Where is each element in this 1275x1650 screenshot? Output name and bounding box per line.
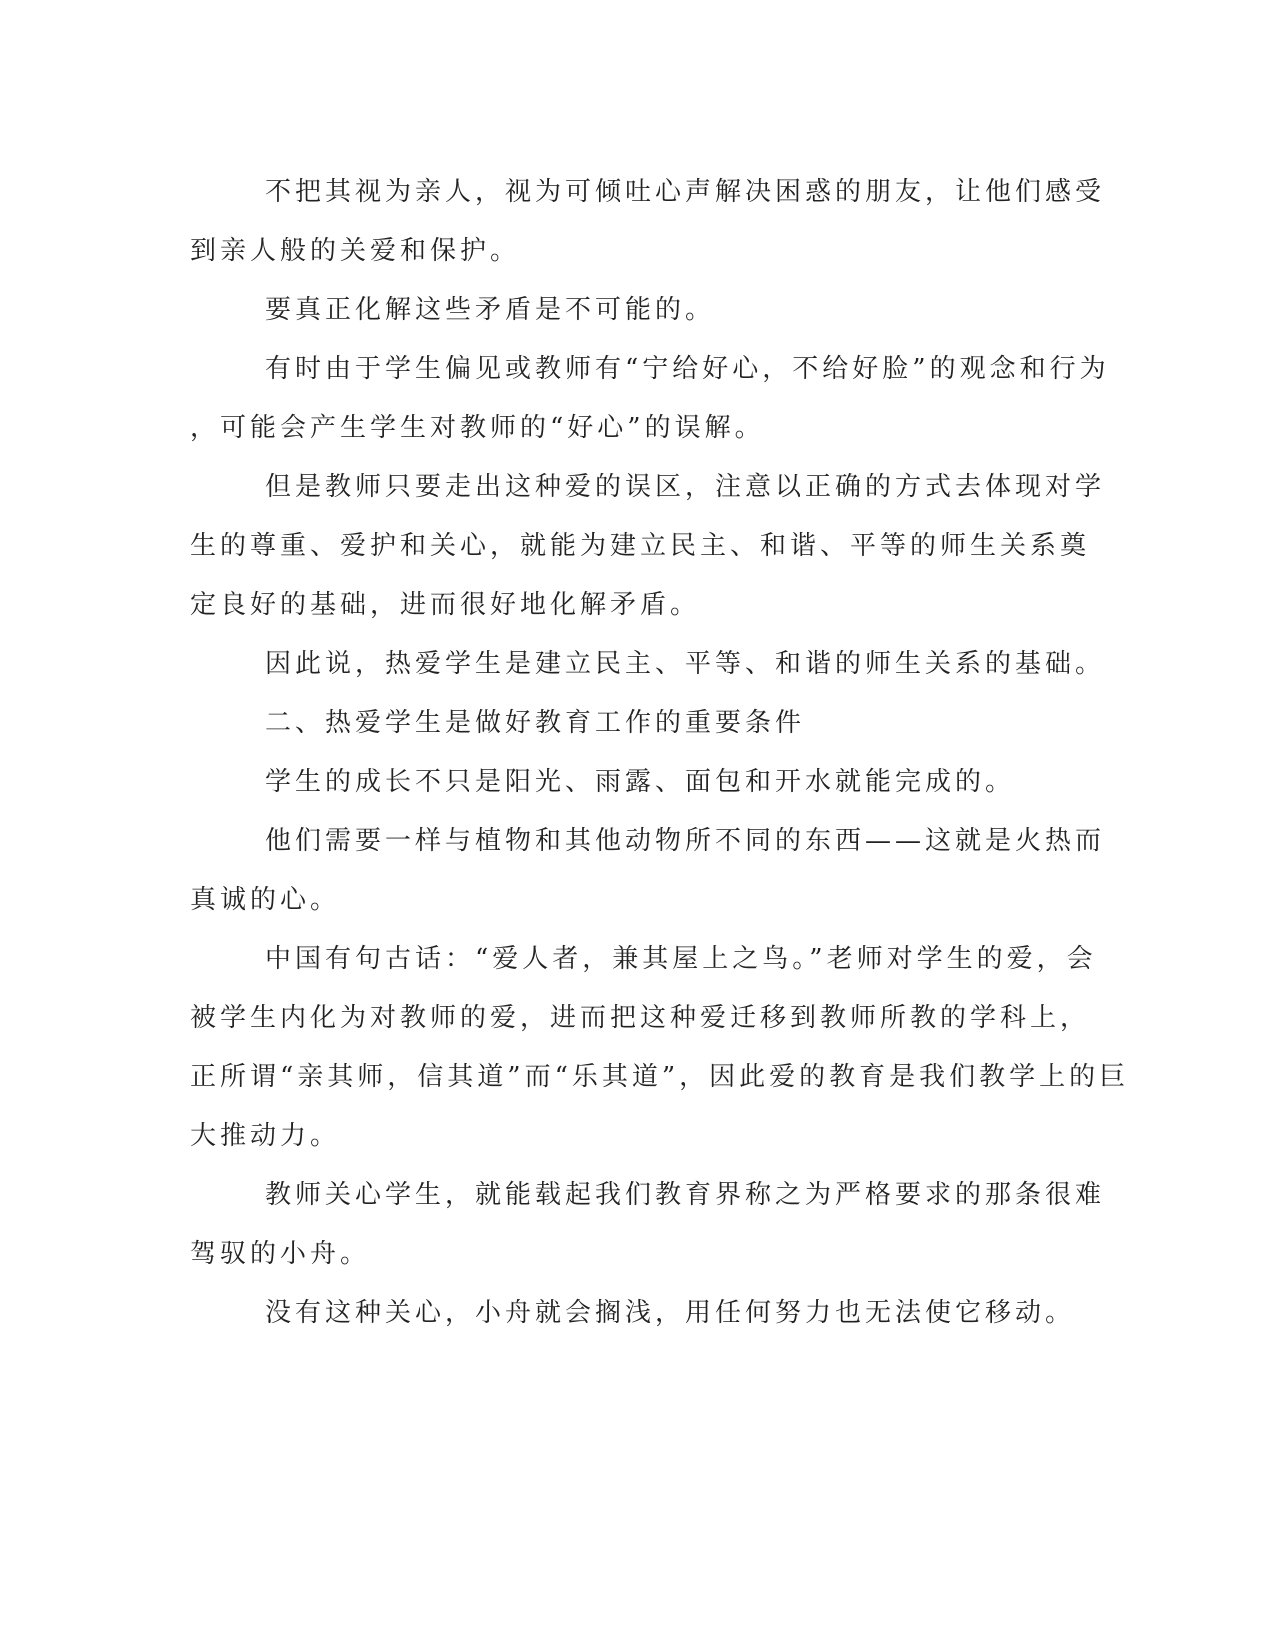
text-line: ，可能会产生学生对教师的“好心”的误解。 <box>190 413 765 443</box>
text-line: 驾驭的小舟。 <box>190 1239 371 1269</box>
text-line: 真诚的心。 <box>190 885 341 915</box>
text-line: 生的尊重、爱护和关心，就能为建立民主、和谐、平等的师生关系奠 <box>190 531 1091 561</box>
section-heading: 二、热爱学生是做好教育工作的重要条件 <box>265 708 806 738</box>
document-body <box>190 163 1130 1343</box>
text-line: 有时由于学生偏见或教师有“宁给好心，不给好脸”的观念和行为 <box>265 354 1110 384</box>
text-line: 要真正化解这些矛盾是不可能的。 <box>265 295 716 325</box>
text-line: 定良好的基础，进而很好地化解矛盾。 <box>190 590 701 620</box>
text-line: 被学生内化为对教师的爱，进而把这种爱迁移到教师所教的学科上， <box>190 1003 1091 1033</box>
text-line: 到亲人般的关爱和保护。 <box>190 236 521 266</box>
text-line: 学生的成长不只是阳光、雨露、面包和开水就能完成的。 <box>265 767 1016 797</box>
text-line: 教师关心学生，就能载起我们教育界称之为严格要求的那条很难 <box>265 1180 1106 1210</box>
text-line: 没有这种关心，小舟就会搁浅，用任何努力也无法使它移动。 <box>265 1298 1076 1328</box>
text-line: 因此说，热爱学生是建立民主、平等、和谐的师生关系的基础。 <box>265 649 1106 679</box>
text-line: 他们需要一样与植物和其他动物所不同的东西——这就是火热而 <box>265 826 1106 856</box>
text-line: 中国有句古话：“爱人者，兼其屋上之鸟。”老师对学生的爱，会 <box>265 944 1097 974</box>
text-line: 正所谓“亲其师，信其道”而“乐其道”，因此爱的教育是我们教学上的巨 <box>190 1062 1130 1092</box>
text-line: 不把其视为亲人，视为可倾吐心声解决困惑的朋友，让他们感受 <box>265 177 1106 207</box>
text-line: 但是教师只要走出这种爱的误区，注意以正确的方式去体现对学 <box>265 472 1106 502</box>
text-line: 大推动力。 <box>190 1121 341 1151</box>
